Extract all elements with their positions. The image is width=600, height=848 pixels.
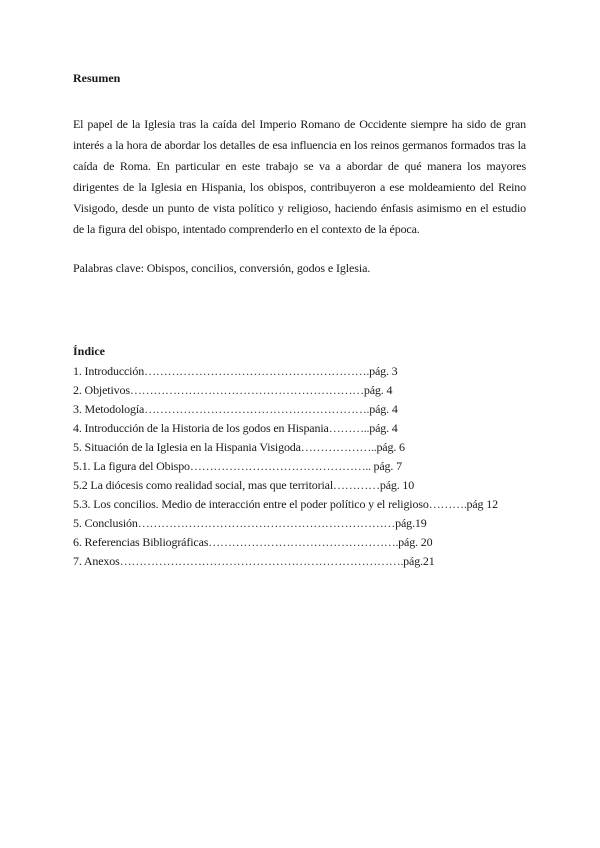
toc-leader: ……………….. [300, 440, 377, 454]
toc-title: 7. Anexos [73, 554, 120, 568]
toc-title: 3. Metodología [73, 402, 145, 416]
toc-page: pág. 4 [363, 383, 393, 397]
toc-entry [73, 440, 498, 459]
abstract-heading: Resumen [73, 71, 121, 85]
toc-entry [73, 478, 498, 497]
toc-title: 5. Conclusión [73, 516, 138, 530]
toc-title: 5.3. Los concilios. Medio de interacción entre el poder político y el religioso [73, 497, 429, 511]
toc-entry [73, 383, 498, 402]
index-heading: Índice [73, 344, 106, 358]
toc-page: pág. 10 [379, 478, 415, 492]
toc-title: 6. Referencias Bibliográficas [73, 535, 209, 549]
toc-leader: ………… [333, 478, 380, 492]
toc-entry [73, 402, 498, 421]
toc-title: 5.2 La diócesis como realidad social, mas que territorial [73, 478, 334, 492]
toc-page: pág.21 [403, 554, 435, 568]
toc-entry [73, 554, 498, 573]
toc-entry [73, 497, 498, 516]
toc-leader: ……………………………………….. [189, 459, 374, 473]
toc-leader: …………………………………………………. [144, 402, 370, 416]
toc-page: pág. 4 [369, 421, 398, 435]
toc-page: pág. 20 [398, 535, 433, 549]
toc-page: pág. 6 [376, 440, 405, 454]
toc-title: 1. Introducción [73, 364, 145, 378]
toc-leader: ………. [428, 497, 467, 511]
toc-title: 2. Objetivos [73, 383, 130, 397]
toc-leader: …………………………………………………… [129, 383, 364, 397]
toc-entry [73, 535, 498, 554]
toc-entry [73, 516, 498, 535]
toc-page: pág. 3 [369, 364, 398, 378]
abstract-body: El papel de la Iglesia tras la caída del Imperio Romano de Occidente siempre ha sido de gran interés a la hora de abordar los detalles de esa influencia en los reinos germanos formados tras la caída de Roma. En particular en este trabajo se va a abordar de qué manera los mayores dirigentes de la Iglesia en Hispania, los obispos, contribuyeron a ese moldeamiento del Reino Visigodo, desde un punto de vista político y religioso, haciendo énfasis asimismo en el estudio de la figura del obispo, intentado comprenderlo en el contexto de la época. [73, 117, 526, 236]
toc-leader: …………………………………………………. [144, 364, 370, 378]
toc-title: 5.1. La figura del Obispo [73, 459, 190, 473]
toc-entry [73, 459, 498, 478]
toc-page: pág 12 [466, 497, 498, 511]
toc-page: pág.19 [395, 516, 427, 530]
toc-page: pág. 4 [369, 402, 398, 416]
toc-entry [73, 421, 498, 440]
table-of-contents [73, 364, 498, 573]
toc-title: 5. Situación de la Iglesia en la Hispania Visigoda [73, 440, 301, 454]
toc-leader: ………………………………………………………………. [119, 554, 404, 568]
toc-title: 4. Introducción de la Historia de los godos en Hispania [73, 421, 329, 435]
toc-leader: ……….. [328, 421, 370, 435]
toc-page: pág. 7 [373, 459, 402, 473]
keywords-line: Palabras clave: Obispos, concilios, conversión, godos e Iglesia. [73, 261, 371, 275]
toc-leader: ………………………………………………………… [137, 516, 396, 530]
toc-entry [73, 364, 498, 383]
toc-leader: …………………………………………. [208, 535, 399, 549]
